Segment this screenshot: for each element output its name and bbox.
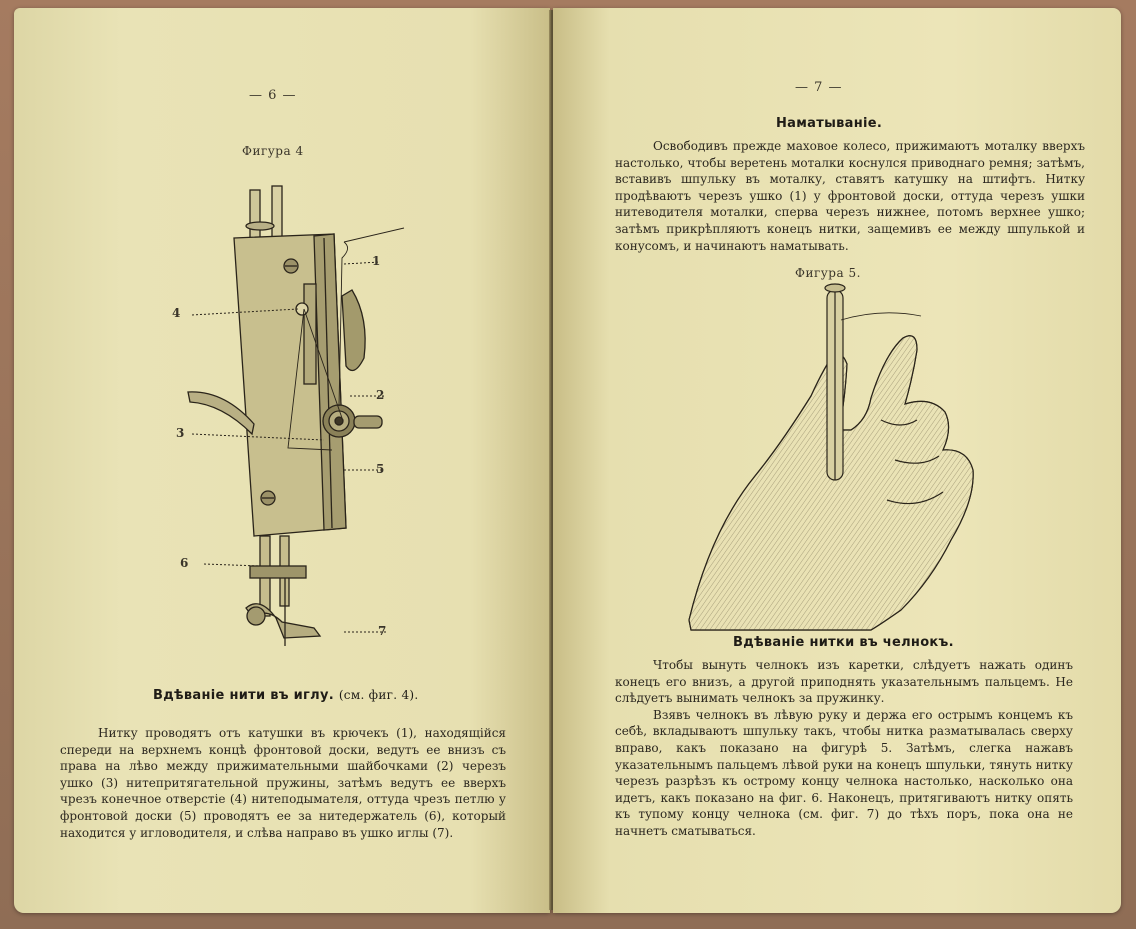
- right-page: [553, 8, 1121, 913]
- figure-5-hand-with-shuttle-illustration: [681, 280, 981, 632]
- figure-4-label-6: 6: [180, 556, 189, 570]
- figure-4-label-2: 2: [376, 388, 385, 402]
- left-page: [14, 8, 550, 913]
- figure-4-caption: Фигура 4: [242, 144, 304, 158]
- winding-paragraph: [615, 138, 1085, 254]
- page-number-7: — 7 —: [795, 80, 843, 95]
- shuttle-paragraphs: [615, 657, 1073, 840]
- heading-threading-shuttle: Вдѣваніе нитки въ челнокъ.: [733, 635, 954, 650]
- heading-winding: Наматываніе.: [776, 116, 883, 131]
- figure-4-label-7: 7: [378, 624, 387, 638]
- figure-4-label-4: 4: [172, 306, 181, 320]
- page-number-6: — 6 —: [249, 88, 297, 103]
- figure-4-label-3: 3: [176, 426, 185, 440]
- threading-needle-text: Нитку проводятъ отъ катушки въ крючекъ (1), находящійся спереди на верхнемъ концѣ фронтовой доски, ведутъ ее внизъ съ права на лѣво между прижимательными шайбочками (2) черезъ ушко (3) нитепритягательной пружины, затѣмъ ведутъ ее вверхъ чрезъ конечное отверстіе (4) нитеподымателя, оттуда чрезъ петлю у фронтовой доски (5) проводятъ ее за нитедержатель (6), который находится у игловодителя, и слѣва направо въ ушко иглы (7).: [60, 726, 506, 840]
- left-paragraph: [60, 725, 506, 841]
- shuttle-text-2: Взявъ челнокъ въ лѣвую руку и держа его острымъ концемъ къ себѣ, вкладываютъ шпульку такъ, чтобы нитка разматывалась сверху вправо, какъ показано на фигурѣ 5. Затѣмъ, слегка нажавъ указательнымъ пальцемъ лѣвой руки на конецъ шпульки, тянуть нитку черезъ разрѣзъ къ острому концу челнока настолько, насколько она идетъ, какъ показано на фиг. 6. Наконецъ, притягиваютъ нитку опять къ тупому концу челнока (см. фиг. 7) до тѣхъ поръ, пока она не начнетъ сматываться.: [615, 707, 1073, 838]
- heading-figure-reference: (см. фиг. 4).: [338, 688, 419, 702]
- figure-4-label-5: 5: [376, 462, 385, 476]
- left-section-heading: [153, 688, 419, 703]
- shuttle-text-1: Чтобы вынуть челнокъ изъ каретки, слѣдуетъ нажать одинъ конецъ его внизъ, а другой приподнять указательнымъ пальцемъ. Не слѣдуетъ вынимать челнокъ за пружинку.: [615, 658, 1073, 706]
- winding-text: Освободивъ прежде маховое колесо, прижимаютъ моталку вверхъ настолько, чтобы веретень моталки коснулся приводнаго ремня; затѣмъ, вставивъ шпульку въ моталку, ставятъ катушку на штифтъ. Нитку продѣваютъ черезъ ушко (1) у фронтовой доски, оттуда черезъ ушки нитеводителя моталки, сперва черезъ нижнее, потомъ верхнее ушко; затѣмъ прикрѣпляютъ конецъ нитки, защемивъ ее между шпулькой и конусомъ, и начинаютъ наматывать.: [615, 139, 1085, 253]
- figure-5-caption: Фигура 5.: [795, 266, 861, 280]
- figure-4-label-1: 1: [372, 254, 381, 268]
- heading-threading-needle: Вдѣваніе нити въ иглу.: [153, 688, 334, 703]
- figure-4-sewing-machine-illustration: [164, 178, 424, 648]
